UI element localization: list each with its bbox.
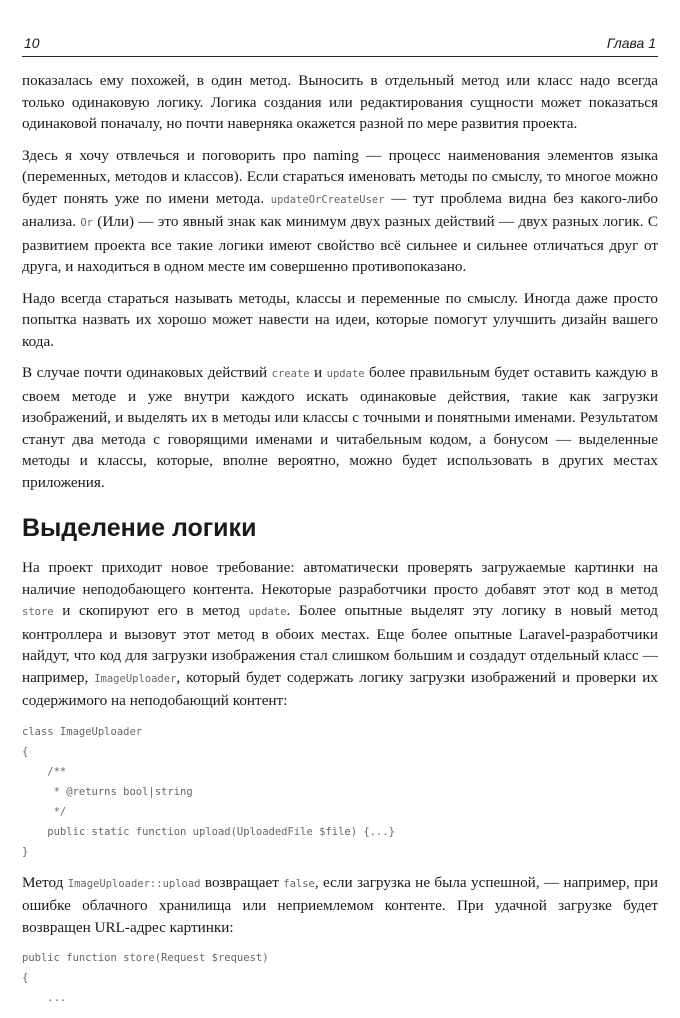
- text-run: и: [309, 364, 327, 381]
- text-run: , который будет содержать логику загрузки изображений и проверки их содержимого на неподобающий контент:: [22, 668, 658, 709]
- paragraph: [22, 362, 658, 493]
- page-body: [22, 70, 658, 1018]
- text-run: . Более опытные выделят эту логику в новый метод контроллера и вызовут этот метод в обоих местах. Еще более опытные Laravel-разработчики найдут, что код для загрузки изображения стал слишком большим и создадут отдельный класс — например,: [22, 602, 659, 686]
- text-run: Метод: [22, 873, 68, 891]
- text-run: более правильным будет оставить каждую в своем методе и уже внутри каждого искать одинаковые действия, такие как загрузки изображений, и выделять их в методы или классы с точными и понятными именами. Результатом станут два метода с говорящими именами и читабельным кодом, а бонусом — выделенные методы и классы, которые, вполне вероятно, можно будет использовать в других местах приложения.: [22, 364, 658, 491]
- section-heading: Выделение логики: [22, 514, 257, 542]
- text-run: Здесь я хочу отвлечься и поговорить про naming — процесс наименования элементов языка (переменных, методов и классов). Если стараться именовать методы по смыслу, то многое можно будет понять уже по имени метода.: [22, 146, 658, 207]
- inline-code: ImageUploader::upload: [67, 877, 201, 890]
- inline-code: Or: [80, 217, 93, 229]
- text-run: На проект приходит новое требование: автоматически проверять загружаемые картинки на наличие неподобающего контента. Некоторые разработчики просто добавят этот код в метод: [22, 559, 658, 598]
- text-run: В случае почти одинаковых действий: [22, 364, 272, 381]
- paragraph: [22, 557, 658, 712]
- paragraph: Надо всегда стараться называть методы, классы и переменные по смыслу. Иногда даже просто попытка назвать их хорошо может навести на идеи, которые помогут улучшить дизайн вашего кода.: [22, 289, 658, 350]
- text-run: возвращает: [200, 873, 284, 891]
- paragraph: [22, 872, 658, 939]
- text-run: и скопируют его в метод: [53, 602, 249, 619]
- text-run: — тут проблема видна без какого-либо анализа.: [22, 189, 658, 230]
- inline-code: store: [22, 606, 54, 618]
- paragraph: показалась ему похожей, в один метод. Выносить в отдельный метод или класс надо всегда только одинаковую логику. Логика создания или редактирования сущности может показаться одинаковой поначалу, но почти наверняка окажется разной по мере развития проекта.: [22, 72, 658, 132]
- inline-code: create: [271, 368, 310, 380]
- inline-code: updateOrCreateUser: [270, 193, 385, 206]
- chapter-title: Глава 1: [606, 35, 656, 51]
- paragraph: [22, 145, 658, 278]
- inline-code: ImageUploader: [94, 672, 177, 685]
- text-run: , если загрузка не была успешной, — например, при ошибке облачного хранилища или неприемлемом контенте. При удачной загрузке будет возвращен URL-адрес картинки:: [22, 873, 659, 936]
- inline-code: update: [248, 606, 287, 618]
- code-block: public function store(Request $request) { ...: [22, 952, 269, 1004]
- page-number: 10: [24, 35, 40, 51]
- running-header: [22, 34, 658, 57]
- code-block: class ImageUploader { /** * @returns bool|string */ public static function upload(UploadedFile $file) {...} }: [22, 725, 395, 858]
- inline-code: update: [326, 368, 365, 380]
- text-run: (Или) — это явный знак как минимум двух разных действий — двух разных логик. С развитием проекта все такие логики имеют свойство всё сильнее и сильнее отличаться друг от друга, и находиться в одном месте им совершенно противопоказано.: [22, 213, 658, 275]
- inline-code: false: [283, 877, 315, 890]
